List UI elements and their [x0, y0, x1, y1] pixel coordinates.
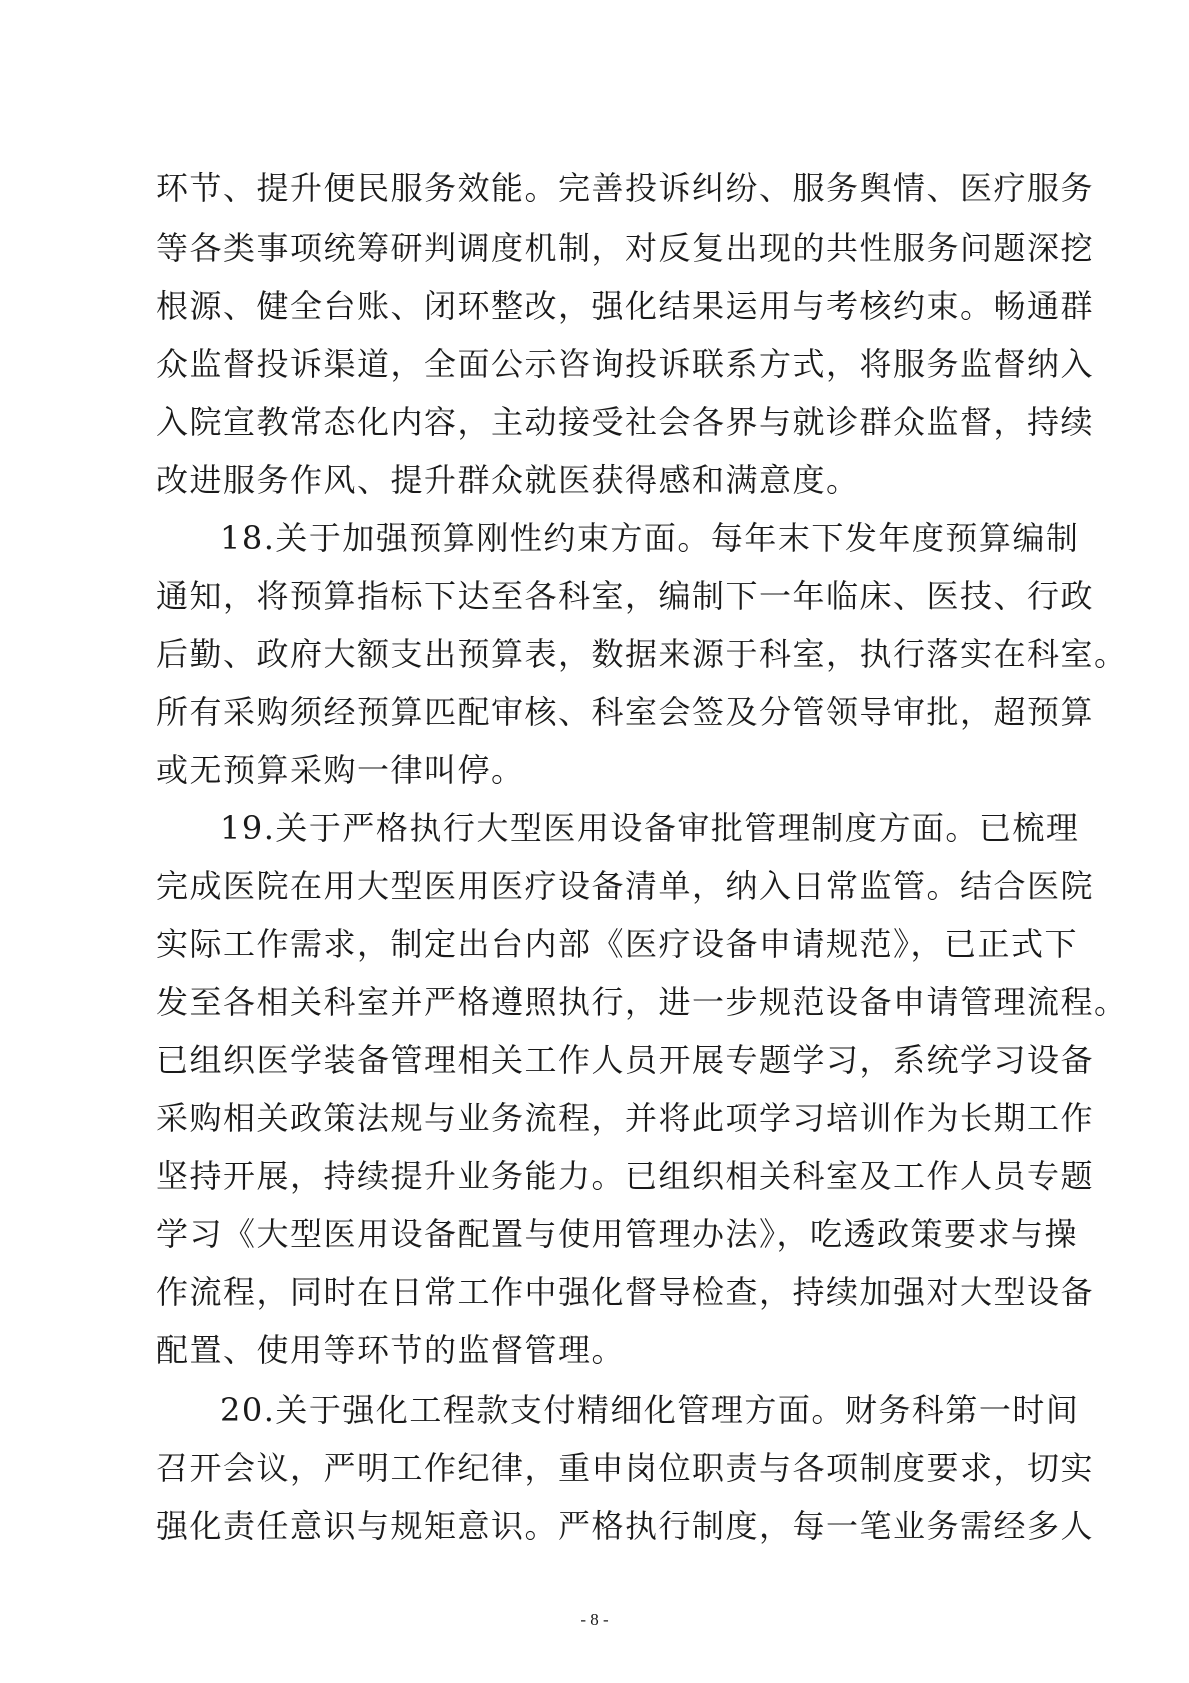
text-line: 等各类事项统筹研判调度机制，对反复出现的共性服务问题深挖: [156, 229, 1095, 267]
text-line: 实际工作需求，制定出台内部《医疗设备申请规范》，已正式下: [156, 925, 1079, 963]
text-line: 采购相关政策法规与业务流程，并将此项学习培训作为长期工作: [156, 1099, 1095, 1137]
text-line: 后勤、政府大额支出预算表，数据来源于科室，执行落实在科室。: [156, 635, 1128, 673]
text-line: 改进服务作风、提升群众就医获得感和满意度。: [156, 461, 860, 499]
text-line: 发至各相关科室并严格遵照执行，进一步规范设备申请管理流程。: [156, 983, 1128, 1021]
text-line: 坚持开展，持续提升业务能力。已组织相关科室及工作人员专题: [156, 1157, 1095, 1195]
text-line: 完成医院在用大型医用医疗设备清单，纳入日常监管。结合医院: [156, 867, 1095, 905]
text-line: 所有采购须经预算匹配审核、科室会签及分管领导审批，超预算: [156, 693, 1095, 731]
paragraph-heading-line: 18.关于加强预算刚性约束方面。每年末下发年度预算编制: [220, 519, 1080, 557]
text-line: 入院宣教常态化内容，主动接受社会各界与就诊群众监督，持续: [156, 403, 1095, 441]
text-line: 根源、健全台账、闭环整改，强化结果运用与考核约束。畅通群: [156, 287, 1095, 325]
text-line: 众监督投诉渠道，全面公示咨询投诉联系方式，将服务监督纳入: [156, 345, 1095, 383]
text-line: 通知，将预算指标下达至各科室，编制下一年临床、医技、行政: [156, 577, 1095, 615]
text-line: 召开会议，严明工作纪律，重申岗位职责与各项制度要求，切实: [156, 1449, 1095, 1487]
text-line: 作流程，同时在日常工作中强化督导检查，持续加强对大型设备: [156, 1273, 1095, 1311]
text-line: 学习《大型医用设备配置与使用管理办法》，吃透政策要求与操: [156, 1215, 1079, 1253]
text-line: 或无预算采购一律叫停。: [156, 751, 525, 789]
text-line: 已组织医学装备管理相关工作人员开展专题学习，系统学习设备: [156, 1041, 1095, 1079]
text-line: 强化责任意识与规矩意识。严格执行制度，每一笔业务需经多人: [156, 1507, 1095, 1545]
text-line: 配置、使用等环节的监督管理。: [156, 1331, 626, 1369]
text-line: 环节、提升便民服务效能。完善投诉纠纷、服务舆情、医疗服务: [156, 169, 1095, 207]
paragraph-heading-line: 20.关于强化工程款支付精细化管理方面。财务科第一时间: [220, 1391, 1080, 1429]
paragraph-heading-line: 19.关于严格执行大型医用设备审批管理制度方面。已梳理: [220, 809, 1080, 847]
page-number: - 8 -: [580, 1610, 609, 1629]
